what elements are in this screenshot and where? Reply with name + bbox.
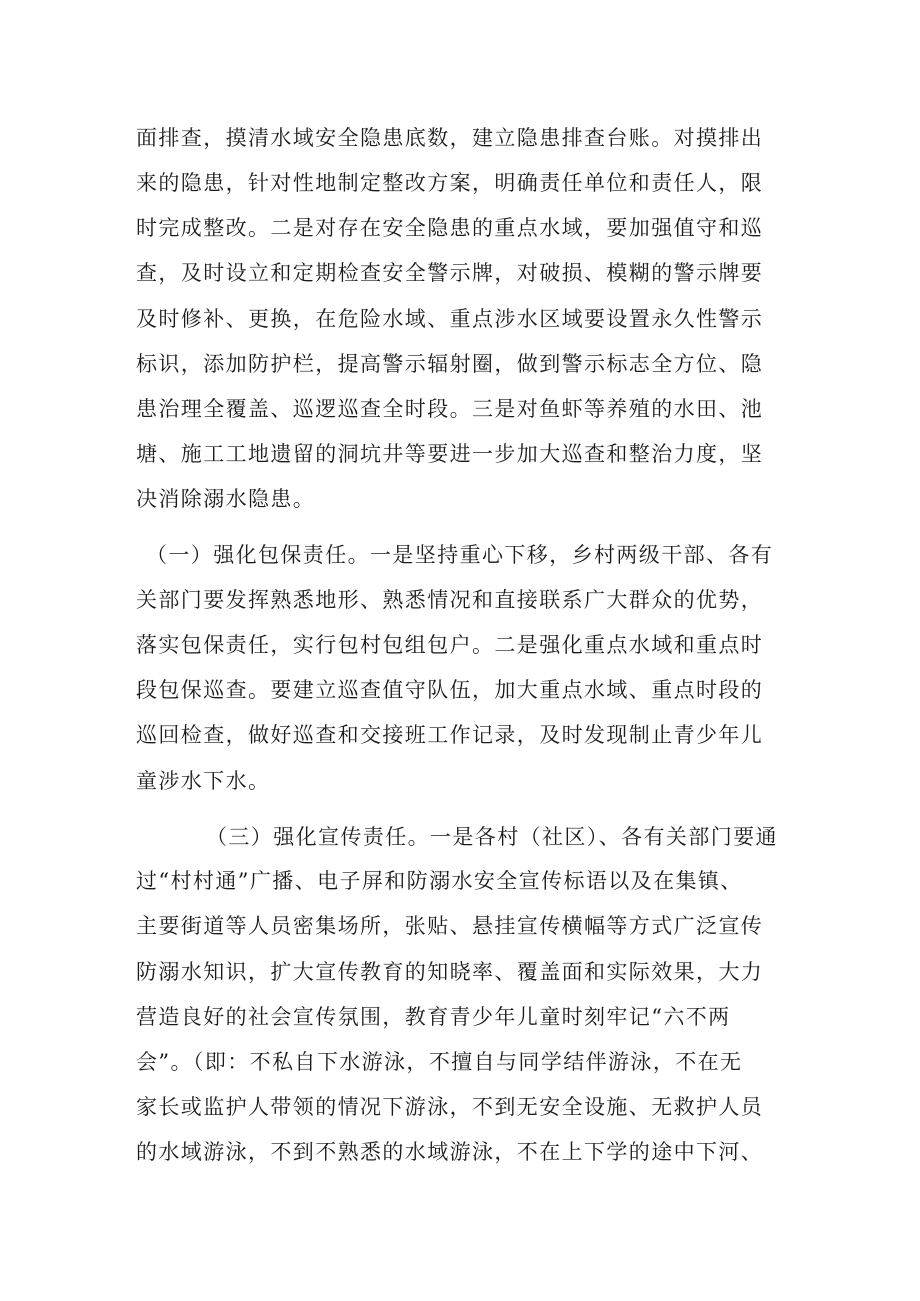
text-line: 会”。（即：不私自下水游泳，不擅自与同学结伴游泳，不在无 <box>136 1050 743 1074</box>
text-line: 童涉水下水。 <box>136 769 271 793</box>
text-line: 标识，添加防护栏，提高警示辐射圈，做到警示标志全方位、隐 <box>136 352 764 376</box>
text-line: 时完成整改。二是对存在安全隐患的重点水域，要加强值守和巡 <box>136 216 764 240</box>
text-line: 关部门要发挥熟悉地形、熟悉情况和直接联系广大群众的优势， <box>136 588 764 612</box>
text-line: 患治理全覆盖、巡逻巡查全时段。三是对鱼虾等养殖的水田、池 <box>136 397 764 421</box>
text-line: 家长或监护人带领的情况下游泳，不到无安全设施、无救护人员 <box>136 1095 764 1119</box>
text-line: 及时修补、更换，在危险水域、重点涉水区域要设置永久性警示 <box>136 307 764 331</box>
text-line: 落实包保责任，实行包村包组包户。二是强化重点水域和重点时 <box>136 633 764 657</box>
text-line: 巡回检查，做好巡查和交接班工作记录，及时发现制止青少年儿 <box>136 723 764 747</box>
text-line: 决消除溺水隐患。 <box>136 487 316 511</box>
text-line: 塘、施工工地遗留的洞坑井等要进一步加大巡查和整治力度，坚 <box>136 442 764 466</box>
text-line: （三）强化宣传责任。一是各村（社区）、各有关部门要通 <box>206 825 778 849</box>
text-line: 来的隐患，针对性地制定整改方案，明确责任单位和责任人，限 <box>136 171 764 195</box>
text-line: 过“村村通”广播、电子屏和防溺水安全宣传标语以及在集镇、 <box>136 869 743 893</box>
text-line: 面排查，摸清水域安全隐患底数，建立隐患排查台账。对摸排出 <box>136 126 764 150</box>
text-line: 防溺水知识，扩大宣传教育的知晓率、覆盖面和实际效果，大力 <box>136 960 764 984</box>
text-line: 查，及时设立和定期检查安全警示牌，对破损、模糊的警示牌要 <box>136 261 764 285</box>
text-line: 营造良好的社会宣传氛围，教育青少年儿童时刻牢记“六不两 <box>136 1005 731 1029</box>
text-line: （一）强化包保责任。一是坚持重心下移，乡村两级干部、各有 <box>146 543 774 567</box>
text-line: 的水域游泳，不到不熟悉的水域游泳，不在上下学的途中下河、 <box>136 1140 764 1164</box>
text-line: 段包保巡查。要建立巡查值守队伍，加大重点水域、重点时段的 <box>136 678 764 702</box>
text-line: 主要街道等人员密集场所，张贴、悬挂宣传横幅等方式广泛宣传 <box>136 914 764 938</box>
